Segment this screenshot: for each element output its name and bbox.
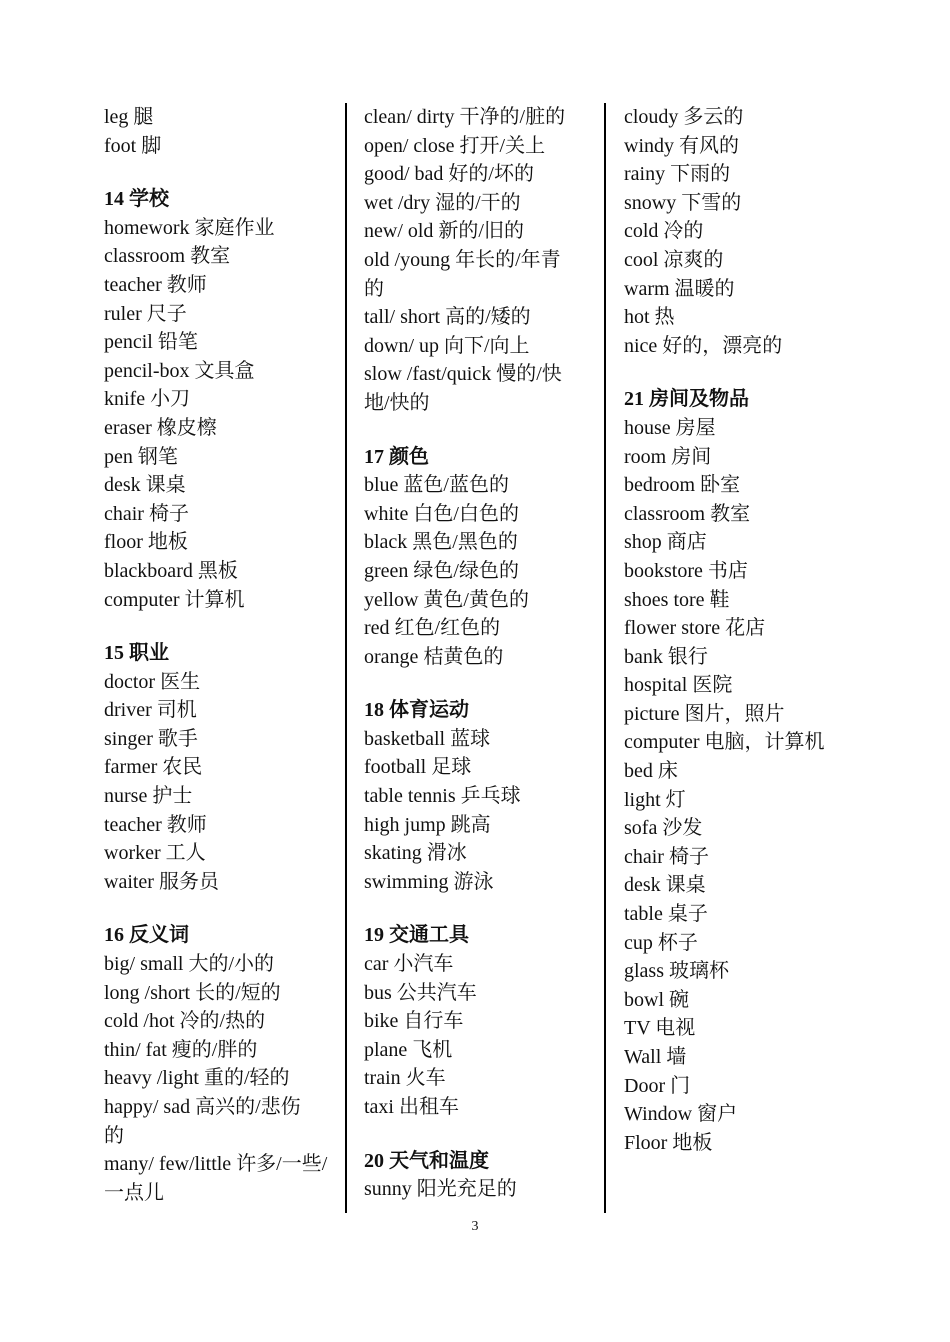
vocab-entry: green 绿色/绿色的 <box>364 559 519 582</box>
section-gap <box>364 671 598 696</box>
vocab-entry: TV 电视 <box>624 1017 696 1040</box>
vocab-entry: happy/ sad 高兴的/悲伤 <box>104 1096 301 1118</box>
vocab-entry: floor 地板 <box>104 531 188 554</box>
vocab-entry: basketball 蓝球 <box>364 727 491 750</box>
section-heading: 17 颜色 <box>364 445 429 468</box>
vocab-entry: cold 冷的 <box>624 220 704 243</box>
vocab-entry: doctor 医生 <box>104 670 201 693</box>
vocab-entry: 的 <box>364 277 384 300</box>
vocab-entry: bus 公共汽车 <box>364 981 477 1004</box>
vocab-entry: clean/ dirty 干净的/脏的 <box>364 106 566 128</box>
vocab-entry: yellow 黄色/黄色的 <box>364 588 529 611</box>
vocab-entry: Floor 地板 <box>624 1131 713 1154</box>
vocab-entry: waiter 服务员 <box>104 870 219 893</box>
section-heading: 20 天气和温度 <box>364 1149 489 1172</box>
section-heading: 18 体育运动 <box>364 699 469 722</box>
vocab-entry: tall/ short 高的/矮的 <box>364 306 531 329</box>
vocab-entry: Door 门 <box>624 1074 691 1097</box>
column-divider-1 <box>345 103 347 1213</box>
section-gap <box>624 360 864 385</box>
vocab-entry: worker 工人 <box>104 842 206 865</box>
vocab-entry: homework 家庭作业 <box>104 216 275 239</box>
vocab-entry: desk 课桌 <box>104 474 186 497</box>
vocab-entry: many/ few/little 许多/一些/ <box>104 1153 328 1176</box>
vocab-entry: computer 计算机 <box>104 588 245 611</box>
vocab-entry: 地/快的 <box>364 391 430 414</box>
vocab-entry: good/ bad 好的/坏的 <box>364 163 534 186</box>
section-gap <box>364 896 598 921</box>
vocab-entry: big/ small 大的/小的 <box>104 953 274 976</box>
vocab-entry: teacher 教师 <box>104 813 207 836</box>
vocab-entry: hospital 医院 <box>624 674 733 697</box>
vocab-entry: blue 蓝色/蓝色的 <box>364 474 509 497</box>
vocab-column-3 <box>624 103 864 1157</box>
vocab-entry: warm 温暖的 <box>624 277 735 300</box>
vocab-entry: cool 凉爽的 <box>624 248 724 271</box>
vocab-entry: house 房屋 <box>624 416 716 439</box>
section-gap <box>104 896 334 921</box>
section-heading: 15 职业 <box>104 642 169 665</box>
vocab-entry: knife 小刀 <box>104 388 191 411</box>
vocab-entry: sofa 沙发 <box>624 817 703 840</box>
vocab-entry: open/ close 打开/关上 <box>364 134 546 157</box>
vocab-entry: foot 脚 <box>104 134 162 157</box>
vocab-entry: train 火车 <box>364 1067 446 1090</box>
vocab-entry: windy 有风的 <box>624 134 739 157</box>
vocab-entry: bank 银行 <box>624 645 708 668</box>
vocab-entry: chair 椅子 <box>104 502 189 525</box>
section-heading: 19 交通工具 <box>364 924 469 947</box>
vocab-entry: swimming 游泳 <box>364 870 494 893</box>
vocab-entry: bedroom 卧室 <box>624 474 741 497</box>
vocab-entry: glass 玻璃杯 <box>624 960 729 983</box>
vocab-entry: football 足球 <box>364 756 472 779</box>
vocab-entry: table tennis 乒乓球 <box>364 785 521 808</box>
vocab-entry: Wall 墙 <box>624 1046 687 1068</box>
vocab-entry: singer 歌手 <box>104 727 198 750</box>
vocab-entry: pencil-box 文具盒 <box>104 359 255 382</box>
vocab-entry: 一点儿 <box>104 1181 164 1204</box>
vocab-entry: shop 商店 <box>624 531 707 554</box>
vocab-entry: ruler 尺子 <box>104 302 187 325</box>
vocab-entry: driver 司机 <box>104 699 197 722</box>
vocab-entry: 的 <box>104 1124 124 1147</box>
vocab-entry: teacher 教师 <box>104 273 207 296</box>
vocab-entry: bike 自行车 <box>364 1010 464 1033</box>
section-gap <box>364 1122 598 1147</box>
vocab-entry: thin/ fat 瘦的/胖的 <box>104 1038 258 1061</box>
section-heading: 16 反义词 <box>104 924 189 947</box>
vocab-entry: taxi 出租车 <box>364 1096 459 1118</box>
vocab-entry: desk 课桌 <box>624 874 706 897</box>
vocab-entry: chair 椅子 <box>624 845 709 868</box>
section-gap <box>104 614 334 639</box>
vocab-entry: light 灯 <box>624 788 686 811</box>
vocab-entry: farmer 农民 <box>104 756 203 779</box>
section-heading: 21 房间及物品 <box>624 388 749 411</box>
vocab-entry: classroom 教室 <box>104 245 231 268</box>
vocab-entry: down/ up 向下/向上 <box>364 334 530 357</box>
vocab-entry: snowy 下雪的 <box>624 191 742 214</box>
vocab-entry: heavy /light 重的/轻的 <box>104 1067 290 1090</box>
vocab-entry: leg 腿 <box>104 106 154 128</box>
section-heading: 14 学校 <box>104 188 169 211</box>
vocab-entry: black 黑色/黑色的 <box>364 531 518 554</box>
vocab-entry: nurse 护士 <box>104 785 193 808</box>
vocab-entry: high jump 跳高 <box>364 813 491 836</box>
vocab-entry: skating 滑冰 <box>364 842 467 865</box>
vocab-entry: bowl 碗 <box>624 988 689 1011</box>
vocab-entry: shoes tore 鞋 <box>624 588 730 611</box>
vocab-entry: white 白色/白色的 <box>364 502 519 525</box>
vocab-entry: car 小汽车 <box>364 953 454 976</box>
vocab-entry: flower store 花店 <box>624 617 766 640</box>
vocab-entry: old /young 年长的/年青 <box>364 248 561 271</box>
vocab-entry: cup 杯子 <box>624 931 698 954</box>
page-number: 3 <box>471 1219 479 1234</box>
vocab-entry: picture 图片，照片 <box>624 702 785 725</box>
vocab-entry: blackboard 黑板 <box>104 559 238 582</box>
vocab-entry: bookstore 书店 <box>624 559 748 582</box>
vocab-entry: Window 窗户 <box>624 1103 738 1126</box>
vocab-entry: plane 飞机 <box>364 1038 453 1061</box>
vocab-entry: slow /fast/quick 慢的/快 <box>364 363 562 386</box>
vocab-entry: orange 桔黄色的 <box>364 645 504 668</box>
vocab-entry: pencil 铅笔 <box>104 331 198 354</box>
column-divider-2 <box>604 103 606 1213</box>
vocab-entry: table 桌子 <box>624 903 708 926</box>
vocab-entry: computer 电脑，计算机 <box>624 731 825 754</box>
vocab-entry: wet /dry 湿的/干的 <box>364 191 521 214</box>
vocab-entry: hot 热 <box>624 306 675 329</box>
vocab-entry: bed 床 <box>624 760 678 783</box>
vocab-entry: nice 好的，漂亮的 <box>624 334 783 357</box>
vocab-entry: cloudy 多云的 <box>624 106 744 128</box>
vocab-entry: red 红色/红色的 <box>364 617 501 640</box>
vocab-column-2 <box>364 103 598 1204</box>
vocab-entry: pen 钢笔 <box>104 445 178 468</box>
section-gap <box>104 160 334 185</box>
vocab-entry: long /short 长的/短的 <box>104 981 281 1004</box>
vocab-column-1 <box>104 103 334 1207</box>
vocab-entry: rainy 下雨的 <box>624 163 731 186</box>
vocab-entry: classroom 教室 <box>624 502 751 525</box>
vocab-entry: eraser 橡皮檫 <box>104 416 217 439</box>
section-gap <box>364 418 598 443</box>
vocab-entry: new/ old 新的/旧的 <box>364 220 524 243</box>
vocab-entry: room 房间 <box>624 445 712 468</box>
vocab-entry: sunny 阳光充足的 <box>364 1178 517 1201</box>
vocab-entry: cold /hot 冷的/热的 <box>104 1010 266 1033</box>
